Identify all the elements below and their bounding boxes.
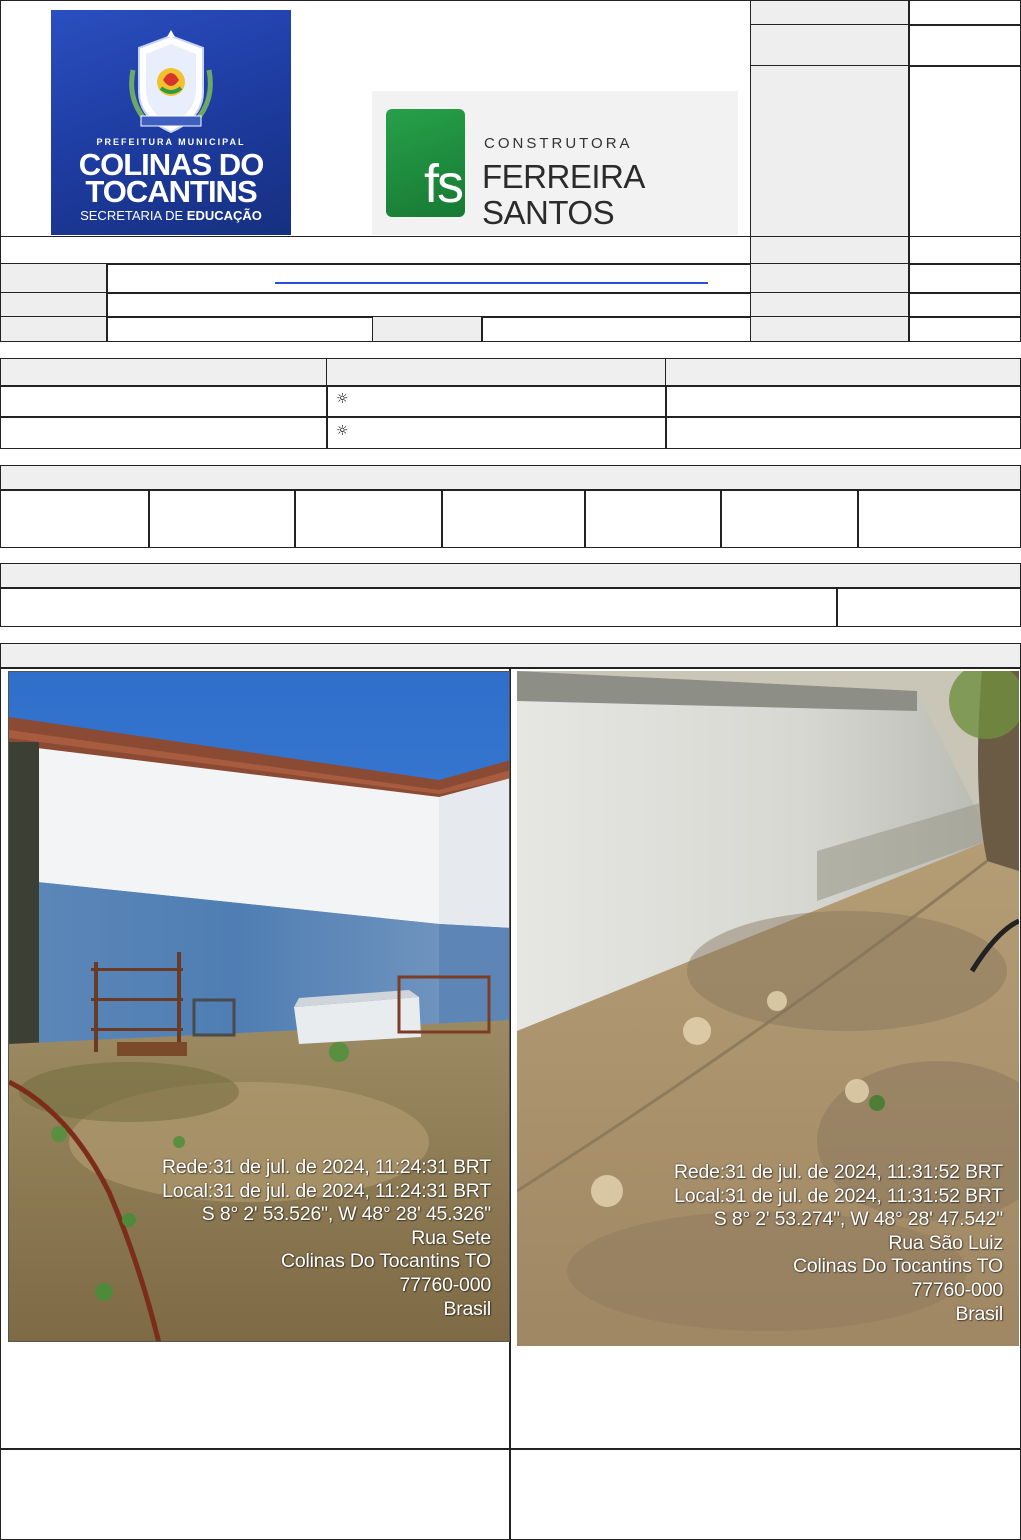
weather-header-condition xyxy=(326,358,667,387)
activities-status xyxy=(836,587,1021,627)
workforce-col-3 xyxy=(294,489,443,548)
workforce-col-5 xyxy=(584,489,722,548)
weather-row-1-period xyxy=(0,385,328,418)
header-label-2 xyxy=(750,24,910,67)
workforce-col-7 xyxy=(857,489,1021,548)
caption-line: Brasil xyxy=(443,1297,491,1320)
info-value-r3 xyxy=(106,292,752,318)
prefeitura-line1: PREFEITURA MUNICIPAL xyxy=(96,137,246,147)
sun-icon: ☼ xyxy=(336,391,349,407)
workforce-col-1 xyxy=(0,489,150,548)
info-label-r3 xyxy=(0,292,108,318)
header-value-1 xyxy=(908,0,1021,26)
info-value-r4c xyxy=(481,316,752,342)
photo-caption-right xyxy=(583,1161,1003,1326)
photo-boundary-wall xyxy=(517,671,1019,1346)
caption-line: Colinas Do Tocantins TO xyxy=(280,1250,491,1273)
construtora-line2: FERREIRA SANTOS xyxy=(482,158,644,231)
header-label-1 xyxy=(750,0,910,26)
caption-line: Local:31 de jul. de 2024, 11:31:52 BRT xyxy=(674,1184,1003,1207)
fs-mark-icon xyxy=(386,109,465,217)
fs-mark-text: fs xyxy=(424,154,463,214)
prefeitura-line2: COLINAS DO xyxy=(78,147,264,182)
prefeitura-logo xyxy=(51,10,291,235)
sun-icon: ☼ xyxy=(336,423,349,439)
caption-line: Rua Sete xyxy=(411,1226,491,1249)
workforce-col-2 xyxy=(148,489,296,548)
caption-line: Colinas Do Tocantins TO xyxy=(792,1255,1003,1278)
header-label-3 xyxy=(750,65,910,237)
activities-header xyxy=(0,563,1021,589)
info-label-r1 xyxy=(750,236,910,265)
weather-row-2-period xyxy=(0,416,328,449)
prefeitura-line4 xyxy=(51,208,291,223)
photo-notes-right xyxy=(509,1448,1021,1540)
header-value-3 xyxy=(908,65,1021,237)
header-value-2 xyxy=(908,24,1021,67)
info-label-r2b xyxy=(750,263,910,294)
weather-row-1-notes xyxy=(665,385,1021,418)
caption-line: Local:31 de jul. de 2024, 11:24:31 BRT xyxy=(162,1179,491,1202)
info-value-r1 xyxy=(908,236,1021,265)
info-row-1 xyxy=(0,236,752,265)
photo-notes-left xyxy=(0,1448,511,1540)
construtora-line1: CONSTRUTORA xyxy=(484,135,633,152)
workforce-col-6 xyxy=(720,489,859,548)
weather-header-notes xyxy=(665,358,1021,387)
caption-line: S 8° 2' 53.526", W 48° 28' 45.326" xyxy=(201,1203,491,1226)
info-value-r3b xyxy=(908,292,1021,318)
activities-description xyxy=(0,587,838,627)
photo-courtyard-wall xyxy=(8,671,510,1342)
weather-row-1-condition xyxy=(326,385,667,418)
info-label-r4c xyxy=(372,316,483,342)
caption-line: Rua São Luiz xyxy=(888,1231,1003,1254)
weather-header-period xyxy=(0,358,328,387)
construtora-logo xyxy=(372,91,738,235)
caption-line: 77760-000 xyxy=(911,1278,1003,1301)
prefeitura-line4a: SECRETARIA DE xyxy=(80,208,187,223)
weather-row-2-notes xyxy=(665,416,1021,449)
caption-line: Brasil xyxy=(955,1302,1003,1325)
info-label-r4b xyxy=(750,316,910,342)
photos-header xyxy=(0,643,1021,669)
caption-line: Rede:31 de jul. de 2024, 11:31:52 BRT xyxy=(673,1161,1003,1183)
prefeitura-line4b: EDUCAÇÃO xyxy=(186,208,262,223)
workforce-header xyxy=(0,465,1021,491)
underline-link[interactable] xyxy=(275,282,708,284)
crest-icon xyxy=(111,30,231,140)
photo-caption-left xyxy=(71,1156,491,1321)
info-value-r2 xyxy=(106,263,752,294)
workforce-col-4 xyxy=(441,489,586,548)
info-value-r4 xyxy=(106,316,374,342)
weather-row-2-condition xyxy=(326,416,667,449)
prefeitura-line3: TOCANTINS xyxy=(85,174,257,209)
info-value-r2b xyxy=(908,263,1021,294)
caption-line: Rede:31 de jul. de 2024, 11:24:31 BRT xyxy=(161,1156,491,1178)
caption-line: 77760-000 xyxy=(399,1273,491,1296)
info-label-r2 xyxy=(0,263,108,294)
info-label-r4 xyxy=(0,316,108,342)
info-label-r3b xyxy=(750,292,910,318)
caption-line: S 8° 2' 53.274", W 48° 28' 47.542" xyxy=(713,1208,1003,1231)
info-value-r4b xyxy=(908,316,1021,342)
